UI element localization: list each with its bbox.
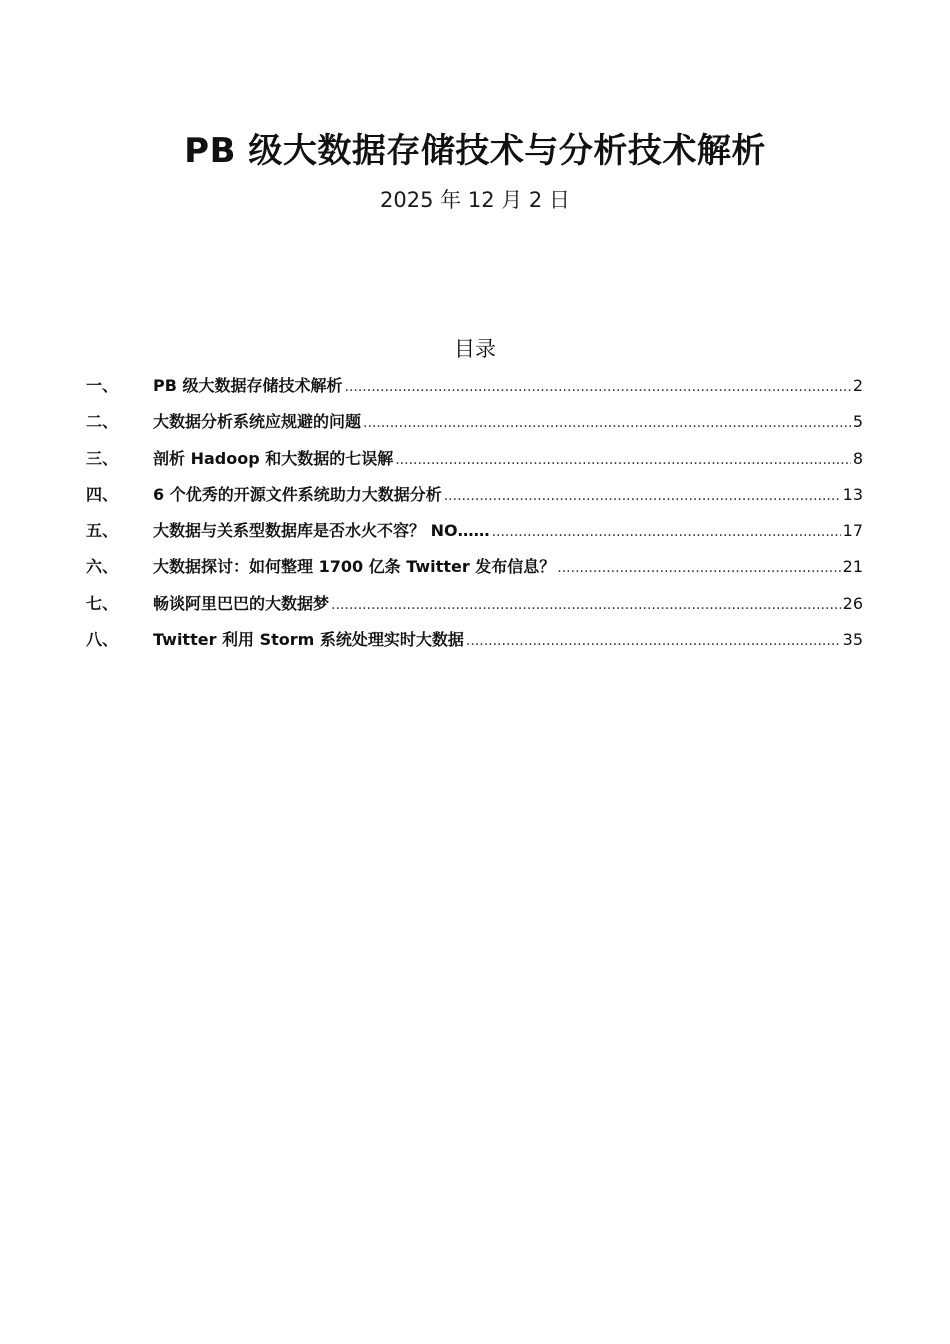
toc-entry-title[interactable]: 大数据分析系统应规避的问题: [153, 412, 362, 432]
toc-entry[interactable]: [86, 553, 863, 589]
toc-entry-page[interactable]: 13: [842, 484, 863, 504]
toc-entry[interactable]: [86, 372, 863, 408]
toc-entry-number: 一、: [86, 376, 119, 395]
toc-entry-page[interactable]: 2: [852, 376, 863, 395]
document-date: 2025 年 12 月 2 日: [380, 188, 570, 212]
toc-entry[interactable]: [86, 481, 863, 517]
toc-entry-title[interactable]: 畅谈阿里巴巴的大数据梦: [153, 593, 330, 613]
toc-entry-title[interactable]: PB 级大数据存储技术解析: [153, 376, 343, 395]
toc-entry-number: 三、: [86, 448, 119, 468]
table-of-contents: [86, 372, 863, 662]
toc-entry-number: 二、: [86, 412, 119, 432]
toc-entry-title[interactable]: 大数据与关系型数据库是否水火不容？ NO……: [153, 521, 490, 541]
toc-entry-number: 八、: [86, 630, 119, 650]
toc-entry-title[interactable]: Twitter 利用 Storm 系统处理实时大数据: [153, 630, 464, 650]
toc-leader-dots: [345, 373, 851, 401]
toc-leader-dots: [444, 482, 841, 510]
toc-leader-dots: [557, 554, 840, 582]
toc-entry-number: 六、: [86, 557, 119, 577]
toc-entry-page[interactable]: 26: [842, 593, 863, 613]
toc-entry-title[interactable]: 6 个优秀的开源文件系统助力大数据分析: [153, 484, 442, 504]
toc-leader-dots: [363, 409, 851, 437]
toc-heading: 目录: [454, 337, 496, 361]
toc-entry-number: 七、: [86, 593, 119, 613]
toc-entry[interactable]: [86, 517, 863, 553]
toc-entry-number: 五、: [86, 521, 119, 541]
toc-entry-number: 四、: [86, 484, 119, 504]
toc-entry[interactable]: [86, 626, 863, 662]
toc-entry[interactable]: [86, 590, 863, 626]
toc-entry-page[interactable]: 17: [842, 521, 863, 541]
toc-entry-title[interactable]: 大数据探讨：如何整理 1700 亿条 Twitter 发布信息？: [153, 557, 556, 577]
document-title: PB 级大数据存储技术与分析技术解析: [184, 131, 766, 171]
toc-leader-dots: [331, 591, 841, 619]
toc-entry-page[interactable]: 35: [842, 630, 863, 650]
toc-leader-dots: [492, 518, 841, 546]
toc-entry-page[interactable]: 8: [852, 448, 863, 468]
toc-entry-page[interactable]: 21: [842, 557, 863, 577]
toc-entry[interactable]: [86, 408, 863, 444]
toc-entry[interactable]: [86, 445, 863, 481]
toc-entry-title[interactable]: 剖析 Hadoop 和大数据的七误解: [153, 448, 394, 468]
toc-entry-page[interactable]: 5: [852, 412, 863, 432]
toc-leader-dots: [395, 446, 851, 474]
toc-leader-dots: [466, 627, 841, 655]
